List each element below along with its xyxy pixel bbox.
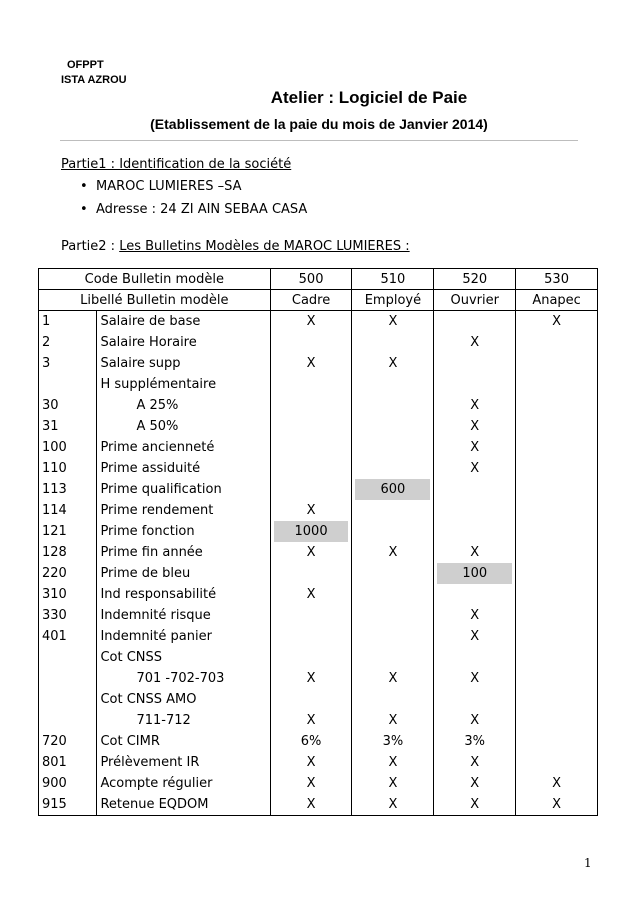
rubrique-value <box>355 437 430 458</box>
rubrique-number: 121 <box>42 524 67 539</box>
code-520: 520 <box>434 269 516 290</box>
rubrique-value <box>437 311 512 332</box>
rubrique-label: A 25% <box>136 398 179 413</box>
rubrique-label: Prime fonction <box>100 524 195 539</box>
rubrique-label: Prélèvement IR <box>100 755 200 770</box>
rubrique-label: 701 -702-703 <box>136 671 225 686</box>
rubrique-number: 900 <box>42 776 67 791</box>
document-title: Atelier : Logiciel de Paie <box>270 88 468 107</box>
highlighted-value: 600 <box>355 479 430 500</box>
rubrique-value: X <box>470 608 480 623</box>
rubrique-value <box>519 563 594 584</box>
partie2-heading-prefix: Partie2 : <box>61 239 120 254</box>
bullet-company-address <box>80 202 307 217</box>
rubrique-value: X <box>388 755 398 770</box>
rubrique-value <box>355 416 430 437</box>
rubrique-value: 3% <box>464 734 486 749</box>
rubrique-value <box>437 479 512 500</box>
rubrique-value <box>274 647 349 668</box>
rubrique-value: X <box>470 398 480 413</box>
bullet-company-name <box>80 179 241 194</box>
rubrique-value: X <box>388 671 398 686</box>
rubrique-value <box>355 500 430 521</box>
rubrique-number: 330 <box>42 608 67 623</box>
rubrique-label: Prime assiduité <box>100 461 201 476</box>
rubrique-value: X <box>552 797 562 812</box>
rubrique-number <box>42 668 93 689</box>
rubrique-value: X <box>552 776 562 791</box>
rubrique-value <box>519 500 594 521</box>
rubrique-value <box>355 626 430 647</box>
rubrique-value: X <box>470 755 480 770</box>
rubrique-value: X <box>470 440 480 455</box>
company-address: Adresse : 24 ZI AIN SEBAA CASA <box>96 202 308 217</box>
rubrique-value <box>437 563 512 584</box>
rubrique-value: X <box>552 314 562 329</box>
rubrique-value <box>274 332 349 353</box>
page-number: 1 <box>584 856 592 870</box>
rubrique-numbers-column <box>39 311 97 816</box>
rubrique-label: Prime de bleu <box>100 566 191 581</box>
rubrique-value <box>437 584 512 605</box>
rubrique-value <box>274 605 349 626</box>
rubrique-value: X <box>388 713 398 728</box>
rubrique-value: X <box>470 671 480 686</box>
header-code-label: Code Bulletin modèle <box>39 269 271 290</box>
rubrique-value: X <box>470 335 480 350</box>
partie1-heading: Partie1 : Identification de la société <box>61 157 292 172</box>
rubrique-value: X <box>306 671 316 686</box>
rubrique-value <box>519 395 594 416</box>
highlighted-value: 100 <box>437 563 512 584</box>
table-header-codes <box>39 269 598 290</box>
rubrique-label: Prime fin année <box>100 545 203 560</box>
rubrique-value <box>355 584 430 605</box>
org-name: OFPPT <box>67 59 104 71</box>
rubrique-number <box>42 374 93 395</box>
rubrique-number: 401 <box>42 629 67 644</box>
rubrique-value <box>519 353 594 374</box>
code-500: 500 <box>270 269 352 290</box>
rubrique-value <box>274 563 349 584</box>
rubrique-label: Salaire Horaire <box>100 335 197 350</box>
rubrique-value <box>519 521 594 542</box>
header-libelle-label: Libellé Bulletin modèle <box>39 290 271 311</box>
rubrique-label: Prime rendement <box>100 503 214 518</box>
rubrique-value <box>274 416 349 437</box>
rubrique-value <box>437 647 512 668</box>
rubrique-number: 2 <box>42 335 51 350</box>
rubrique-value <box>519 584 594 605</box>
rubrique-label: Cot CNSS AMO <box>100 692 197 707</box>
rubrique-number <box>42 647 93 668</box>
rubrique-value <box>274 521 349 542</box>
rubrique-value <box>519 416 594 437</box>
libelle-employe: Employé <box>352 290 434 311</box>
rubrique-label: Acompte régulier <box>100 776 213 791</box>
rubrique-value: 6% <box>300 734 322 749</box>
employe-values-column <box>352 311 434 816</box>
rubrique-label: Retenue EQDOM <box>100 797 209 812</box>
rubrique-number: 30 <box>42 398 59 413</box>
rubrique-value <box>274 437 349 458</box>
anapec-values-column <box>516 311 598 816</box>
rubrique-number: 114 <box>42 503 67 518</box>
rubrique-value <box>519 668 594 689</box>
rubrique-label: Salaire supp <box>100 356 181 371</box>
rubrique-value: X <box>470 461 480 476</box>
rubrique-label: Cot CIMR <box>100 734 160 749</box>
rubrique-value <box>519 647 594 668</box>
rubrique-value: X <box>306 545 316 560</box>
rubrique-value <box>519 542 594 563</box>
rubrique-labels-column <box>97 311 270 816</box>
rubrique-value: X <box>470 797 480 812</box>
rubrique-number: 1 <box>42 314 51 329</box>
rubrique-number <box>42 689 93 710</box>
rubrique-value <box>437 353 512 374</box>
rubrique-value: X <box>470 629 480 644</box>
rubrique-value <box>519 752 594 773</box>
rubrique-value <box>274 374 349 395</box>
rubrique-value: X <box>388 797 398 812</box>
rubrique-value: X <box>470 713 480 728</box>
rubrique-value: X <box>306 503 316 518</box>
rubrique-value <box>355 605 430 626</box>
company-name: MAROC LUMIERES –SA <box>96 179 242 194</box>
organization-block <box>61 58 127 88</box>
rubrique-label: H supplémentaire <box>100 377 217 392</box>
rubrique-value <box>355 332 430 353</box>
rubrique-value: X <box>388 776 398 791</box>
rubrique-value <box>274 626 349 647</box>
rubrique-number: 31 <box>42 419 59 434</box>
rubrique-number: 220 <box>42 566 67 581</box>
rubrique-value <box>519 332 594 353</box>
rubrique-label: Salaire de base <box>100 314 201 329</box>
rubrique-value <box>519 710 594 731</box>
rubrique-number: 915 <box>42 797 67 812</box>
rubrique-number: 110 <box>42 461 67 476</box>
rubrique-value: X <box>470 419 480 434</box>
bullet-marker: • <box>80 202 88 217</box>
header-divider <box>60 140 578 141</box>
code-530: 530 <box>516 269 598 290</box>
rubrique-value: X <box>306 755 316 770</box>
rubrique-label: A 50% <box>136 419 179 434</box>
rubrique-value <box>519 605 594 626</box>
rubrique-value <box>437 521 512 542</box>
rubrique-value <box>355 458 430 479</box>
rubrique-value <box>519 689 594 710</box>
rubrique-value <box>519 374 594 395</box>
rubrique-value <box>437 374 512 395</box>
rubrique-value <box>355 395 430 416</box>
rubrique-label: Prime qualification <box>100 482 222 497</box>
rubrique-label: Cot CNSS <box>100 650 163 665</box>
rubrique-value <box>355 563 430 584</box>
rubrique-value: X <box>306 587 316 602</box>
rubrique-value <box>519 479 594 500</box>
rubrique-value: X <box>306 797 316 812</box>
rubrique-value: X <box>388 314 398 329</box>
rubrique-number: 310 <box>42 587 67 602</box>
rubrique-value <box>519 437 594 458</box>
rubrique-value: X <box>306 314 316 329</box>
code-510: 510 <box>352 269 434 290</box>
cadre-values-column <box>270 311 352 816</box>
rubrique-number: 113 <box>42 482 67 497</box>
rubrique-number: 128 <box>42 545 67 560</box>
rubrique-value <box>355 521 430 542</box>
rubrique-number: 801 <box>42 755 67 770</box>
libelle-anapec: Anapec <box>516 290 598 311</box>
table-header-libelles <box>39 290 598 311</box>
rubrique-value: X <box>306 356 316 371</box>
rubrique-value: X <box>470 776 480 791</box>
rubrique-value: 3% <box>382 734 404 749</box>
document-subtitle: (Etablissement de la paie du mois de Janvier 2014) <box>150 116 488 132</box>
bulletins-table <box>38 268 598 816</box>
rubrique-value: X <box>306 776 316 791</box>
rubrique-number <box>42 710 93 731</box>
ouvrier-values-column <box>434 311 516 816</box>
rubrique-value <box>519 626 594 647</box>
rubrique-value <box>437 500 512 521</box>
rubrique-number: 3 <box>42 356 51 371</box>
rubrique-value <box>519 731 594 752</box>
rubrique-label: Indemnité risque <box>100 608 211 623</box>
rubrique-number: 720 <box>42 734 67 749</box>
rubrique-value <box>355 374 430 395</box>
partie2-heading <box>61 239 410 254</box>
highlighted-value: 1000 <box>274 521 349 542</box>
rubrique-label: Indemnité panier <box>100 629 212 644</box>
rubrique-label: Prime ancienneté <box>100 440 215 455</box>
rubrique-value: X <box>306 713 316 728</box>
rubrique-value <box>355 647 430 668</box>
rubrique-value <box>519 458 594 479</box>
rubrique-value <box>274 395 349 416</box>
rubrique-value: X <box>388 545 398 560</box>
rubrique-label: 711-712 <box>136 713 191 728</box>
rubrique-value <box>274 458 349 479</box>
libelle-cadre: Cadre <box>270 290 352 311</box>
org-institute: ISTA AZROU <box>61 74 127 86</box>
libelle-ouvrier: Ouvrier <box>434 290 516 311</box>
rubrique-label: Ind responsabilité <box>100 587 217 602</box>
rubrique-value: X <box>388 356 398 371</box>
rubrique-value <box>355 689 430 710</box>
rubrique-value <box>274 479 349 500</box>
partie2-heading-title: Les Bulletins Modèles de MAROC LUMIERES : <box>119 239 410 254</box>
rubrique-number: 100 <box>42 440 67 455</box>
rubrique-value <box>274 689 349 710</box>
rubrique-value: X <box>470 545 480 560</box>
rubrique-value <box>355 479 430 500</box>
rubrique-value <box>437 689 512 710</box>
table-body <box>39 311 598 816</box>
bullet-marker: • <box>80 179 88 194</box>
